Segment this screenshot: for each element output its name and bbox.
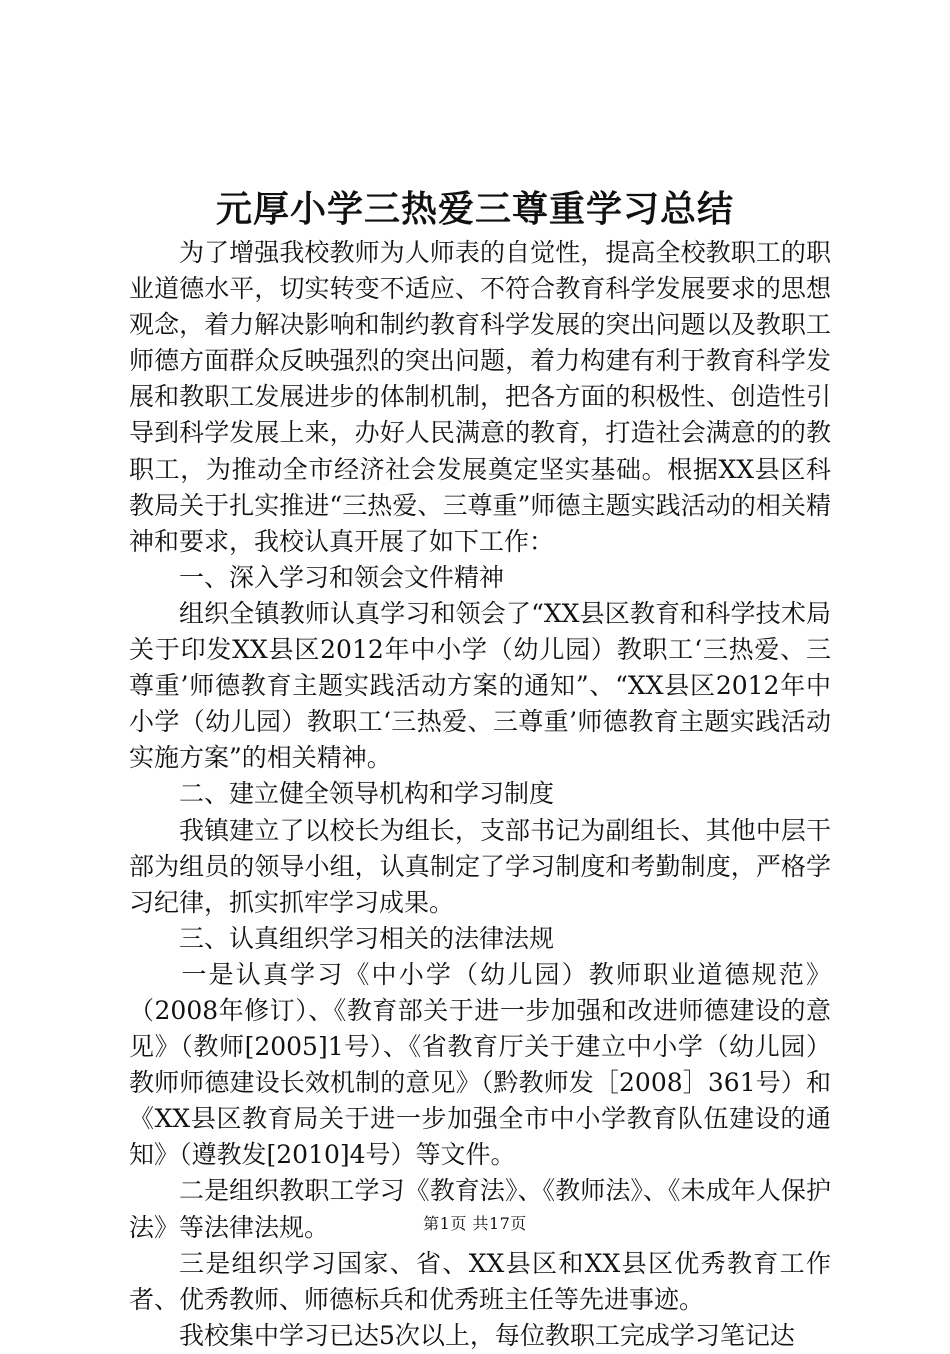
page-number: 第1页 共17页 — [423, 1214, 527, 1233]
document-body — [129, 235, 831, 1354]
paragraph-item-2: 二是组织教职工学习《教育法》、《教师法》、《未成年人保护法》等法律法规。 — [129, 1176, 831, 1242]
paragraph-item-3: 三是组织学习国家、省、XX县区和XX县区优秀教育工作者、优秀教师、师德标兵和优秀班主任等先进事迹。 — [129, 1248, 831, 1314]
paragraph-section-1: 组织全镇教师认真学习和领会了“XX县区教育和科学技术局关于印发XX县区2012年中小学（幼儿园）教职工‘三热爱、三尊重’师德教育主题实践活动方案的通知”、“XX县区2012年中小学（幼儿园）教职工‘三热爱、三尊重’师德教育主题实践活动实施方案”的相关精神。 — [129, 598, 831, 773]
section-heading-3: 三、认真组织学习相关的法律法规 — [179, 923, 555, 953]
paragraph-item-1: 一是认真学习《中小学（幼儿园）教师职业道德规范》（2008年修订）、《教育部关于进一步加强和改进师德建设的意见》（教师[2005]1号）、《省教育厅关于建立中小学（幼儿园）教师师德建设长效机制的意见》（黔教师发［2008］361号）和《XX县区教育局关于进一步加强全市中小学教育队伍建设的通知》（遵教发[2010]4号）等文件。 — [129, 959, 831, 1170]
section-heading-2: 二、建立健全领导机构和学习制度 — [179, 779, 555, 809]
paragraph-section-2: 我镇建立了以校长为组长，支部书记为副组长、其他中层干部为组员的领导小组，认真制定了学习制度和考勤制度，严格学习纪律，抓实抓牢学习成果。 — [129, 815, 831, 917]
document-title: 元厚小学三热爱三尊重学习总结 — [215, 188, 734, 230]
paragraph-summary: 我校集中学习已达5次以上，每位教职工完成学习笔记达 — [179, 1320, 795, 1350]
paragraph-intro: 为了增强我校教师为人师表的自觉性，提高全校教职工的职业道德水平，切实转变不适应、不符合教育科学发展要求的思想观念，着力解决影响和制约教育科学发展的突出问题以及教职工师德方面群众反映强烈的突出问题，着力构建有利于教育科学发展和教职工发展进步的体制机制，把各方面的积极性、创造性引导到科学发展上来，办好人民满意的教育，打造社会满意的的教职工，为推动全市经济社会发展奠定坚实基础。根据XX县区科教局关于扎实推进“三热爱、三尊重”师德主题实践活动的相关精神和要求，我校认真开展了如下工作： — [129, 238, 831, 556]
section-heading-1: 一、深入学习和领会文件精神 — [179, 562, 505, 592]
